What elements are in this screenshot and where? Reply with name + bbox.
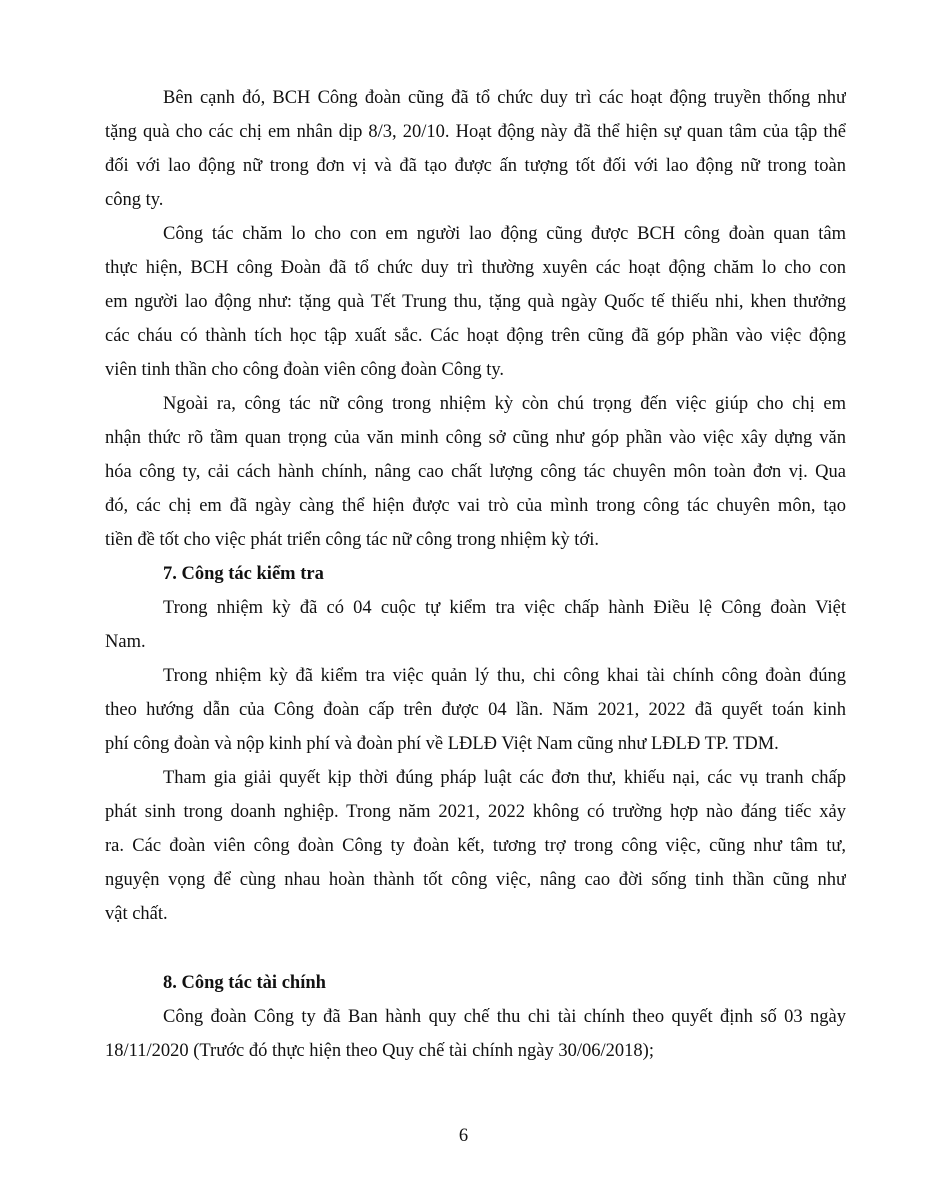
heading-kiem-tra: 7. Công tác kiểm tra: [163, 564, 324, 584]
heading-tai-chinh: 8. Công tác tài chính: [163, 973, 326, 993]
paragraph: [105, 659, 846, 761]
section-b: [105, 591, 846, 931]
text-line: Trong nhiệm kỳ đã có 04 cuộc tự kiểm tra việc chấp hành Điều lệ Công đoàn Việt: [163, 598, 846, 618]
text-line: Tham gia giải quyết kịp thời đúng pháp luật các đơn thư, khiếu nại, các vụ tranh chấp: [163, 768, 846, 788]
text-line: công ty.: [105, 190, 164, 210]
text-line: các cháu có thành tích học tập xuất sắc. Các hoạt động trên cũng đã góp phần vào việc động: [105, 326, 846, 346]
text-line: Nam.: [105, 632, 146, 652]
spacer: [105, 931, 846, 966]
text-line: viên tinh thần cho công đoàn viên công đoàn Công ty.: [105, 360, 505, 380]
text-line: nhận thức rõ tầm quan trọng của văn minh công sở cũng như góp phần vào việc xây dựng văn: [105, 428, 846, 448]
page-number: 6: [458, 1126, 469, 1146]
text-line: Bên cạnh đó, BCH Công đoàn cũng đã tổ chức duy trì các hoạt động truyền thống như: [163, 88, 846, 108]
section-c: [105, 1000, 846, 1068]
paragraph: [105, 81, 846, 217]
text-line: Công tác chăm lo cho con em người lao động cũng được BCH công đoàn quan tâm: [163, 224, 846, 244]
paragraph: [105, 761, 846, 931]
text-line: ra. Các đoàn viên công đoàn Công ty đoàn kết, tương trợ trong công việc, cũng như tâm tư,: [105, 836, 846, 856]
text-line: Trong nhiệm kỳ đã kiểm tra việc quản lý thu, chi công khai tài chính công đoàn đúng: [163, 666, 846, 686]
text-line: 18/11/2020 (Trước đó thực hiện theo Quy chế tài chính ngày 30/06/2018);: [105, 1041, 654, 1061]
text-line: nguyện vọng để cùng nhau hoàn thành tốt công việc, nâng cao đời sống tinh thần cũng như: [105, 870, 846, 890]
text-line: phí công đoàn và nộp kinh phí và đoàn phí về LĐLĐ Việt Nam cũng như LĐLĐ TP. TDM.: [105, 734, 779, 754]
text-line: theo hướng dẫn của Công đoàn cấp trên được 04 lần. Năm 2021, 2022 đã quyết toán kinh: [105, 700, 846, 720]
text-line: Ngoài ra, công tác nữ công trong nhiệm kỳ còn chú trọng đến việc giúp cho chị em: [163, 394, 846, 414]
paragraph: [105, 387, 846, 557]
text-line: Công đoàn Công ty đã Ban hành quy chế thu chi tài chính theo quyết định số 03 ngày: [163, 1007, 846, 1027]
text-line: phát sinh trong doanh nghiệp. Trong năm 2021, 2022 không có trường hợp nào đáng tiếc xảy: [105, 802, 846, 822]
text-line: em người lao động như: tặng quà Tết Trung thu, tặng quà ngày Quốc tế thiếu nhi, khen thưởng: [105, 292, 846, 312]
paragraph: [105, 1000, 846, 1068]
text-line: đối với lao động nữ trong đơn vị và đã tạo được ấn tượng tốt đối với lao động nữ trong toàn: [105, 156, 846, 176]
text-line: tiền đề tốt cho việc phát triển công tác nữ công trong nhiệm kỳ tới.: [105, 530, 599, 550]
text-line: hóa công ty, cải cách hành chính, nâng cao chất lượng công tác chuyên môn toàn đơn vị. Qua: [105, 462, 846, 482]
text-line: tặng quà cho các chị em nhân dịp 8/3, 20/10. Hoạt động này đã thể hiện sự quan tâm của tập thể: [105, 122, 846, 142]
text-line: thực hiện, BCH công Đoàn đã tổ chức duy trì thường xuyên các hoạt động chăm lo cho con: [105, 258, 846, 278]
text-line: vật chất.: [105, 904, 168, 924]
paragraph: [105, 591, 846, 659]
text-line: đó, các chị em đã ngày càng thể hiện được vai trò của mình trong công tác chuyên môn, tạo: [105, 496, 846, 516]
section-a: [105, 81, 846, 557]
document-page: [105, 81, 846, 1068]
paragraph: [105, 217, 846, 387]
